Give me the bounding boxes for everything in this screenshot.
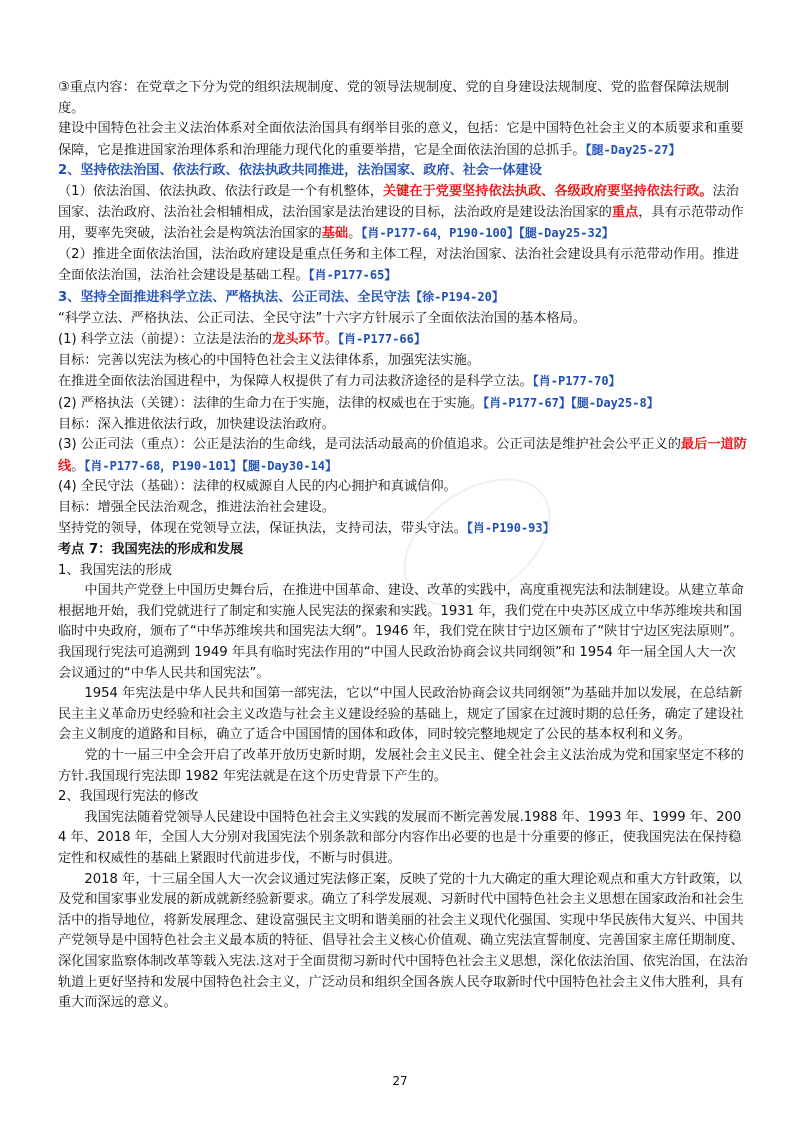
reference-tag: 【肖-P177-65】	[308, 268, 397, 283]
reference-tag: 【腿-Day25-27】	[585, 142, 681, 157]
paragraph: (3) 公正司法（重点）：公正是法治的生命线，是司法活动最高的价值追求。公正司法是维护社会公平正义的最后一道防线。【肖-P177-68，P190-101】【腿-Day30-14】	[58, 437, 747, 474]
paragraph: 2018 年，十三届全国人大一次会议通过宪法修正案，反映了党的十九大确定的重大理论观点和重大方针政策，以及党和国家事业发展的新成就新经验新要求。确立了科学发展观、习新时代中国特色社会主义思想在国家政治和社会生活中的指导地位，将新发展理念、建设富强民主文明和谐美丽的社会主义现代化强国、实现中华民族伟大复兴、中国共产党领导是中国特色社会主义最本质的特征、倡导社会主义核心价值观、确立宪法宣誓制度、完善国家主席任期制度、深化国家监察体制改革等载入宪法.这对于全面贯彻习新时代中国特色社会主义思想，深化依法治国、依宪治国，在法治轨道上更好坚持和发展中国特色社会主义，广泛动员和组织全国各族人民夺取新时代中国特色社会主义伟大胜利，具有重大而深远的意义。	[58, 871, 748, 1011]
paragraph: 建设中国特色社会主义法治体系对全面依法治国具有纲举目张的意义，包括：它是中国特色社会主义的本质要求和重要保障，它是推进国家治理体系和治理能力现代化的重要举措，它是全面依法治国的总抓手。【腿-Day25-27】	[58, 121, 744, 158]
paragraph: ③重点内容：在党章之下分为党的组织法规制度、党的领导法规制度、党的自身建设法规制度、党的监督保障法规制度。	[58, 80, 730, 116]
reference-tag: 【肖-P190-93】	[466, 521, 555, 536]
paragraph: 我国宪法随着党领导人民建设中国特色社会主义实践的发展而不断完善发展.1988 年、1993 年、1999 年、2004 年、2018 年，全国人大分别对我国宪法个别条款和部分内容作出必要的也是十分重要的修正，使我国宪法在保持稳定性和权威性的基础上紧跟时代前进步伐，不断与时俱进。	[58, 809, 742, 866]
section-heading: 3、坚持全面推进科学立法、严格执法、公正司法、全民守法【徐-P194-20】	[58, 289, 504, 305]
topic-heading: 考点 7：我国宪法的形成和发展	[58, 542, 244, 558]
paragraph: 中国共产党登上中国历史舞台后，在推进中国革命、建设、改革的实践中，高度重视宪法和法制建设。从建立革命根据地开始，我们党就进行了制定和实施人民宪法的探索和实践。1931 年，我们党在中央苏区成立中华苏维埃共和国临时中央政府，颁布了“中华苏维埃共和国宪法大纲”。1946 年，我们党在陕甘宁边区颁布了“陕甘宁边区宪法原则”。我国现行宪法可追溯到 1949 年具有临时宪法作用的“中国人民政治协商会议共同纲领”和 1954 年一届全国人大一次会议通过的“中华人民共和国宪法”。	[58, 583, 744, 681]
paragraph: (4) 全民守法（基础）：法律的权威源自人民的内心拥护和真诚信仰。	[58, 479, 457, 495]
paragraph: (2) 严格执法（关键）：法律的生命力在于实施，法律的权威也在于实施。【肖-P177-67】【腿-Day25-8】	[58, 395, 659, 411]
paragraph: 在推进全面依法治国进程中，为保障人权提供了有力司法救济途径的是科学立法。【肖-P177-70】	[58, 374, 621, 390]
page-number: 27	[392, 1074, 408, 1088]
reference-tag: 【肖-P177-68，P190-101】【腿-Day30-14】	[84, 458, 337, 473]
reference-tag: 【肖-P177-67】【腿-Day25-8】	[483, 395, 659, 410]
paragraph: 目标：增强全民法治观念，推进法治社会建设。	[58, 499, 335, 515]
reference-tag: 【徐-P194-20】	[410, 289, 504, 304]
paragraph: 目标：深入推进依法行政，加快建设法治政府。	[58, 416, 335, 432]
paragraph: 目标：完善以宪法为核心的中国特色社会主义法律体系，加强宪法实施。	[58, 352, 480, 368]
paragraph: 党的十一届三中全会开启了改革开放历史新时期，发展社会主义民主、健全社会主义法治成为党和国家坚定不移的方针.我国现行宪法即 1982 年宪法就是在这个历史背景下产生的。	[58, 748, 744, 784]
reference-tag: 【肖-P177-66】	[338, 332, 426, 347]
paragraph: 1954 年宪法是中华人民共和国第一部宪法，它以“中国人民政治协商会议共同纲领”为基础并加以发展，在总结新民主主义革命历史经验和社会主义改造与社会主义建设经验的基础上，规定了国家在过渡时期的总任务，确定了建设社会主义制度的道路和目标，确立了适合中国国情的国体和政体，同时较完整地规定了公民的基本权利和义务。	[58, 686, 744, 743]
section-heading: 2、坚持依法治国、依法行政、依法执政共同推进，法治国家、政府、社会一体建设	[58, 163, 542, 179]
document-body	[58, 78, 748, 1014]
paragraph: （1）依法治国、依法执政、依法行政是一个有机整体，关键在于党要坚持依法执政、各级政府要坚持依法行政。法治国家、法治政府、法治社会相辅相成，法治国家是法治建设的目标，法治政府是建设法治国家的重点，具有示范带动作用，要率先突破，法治社会是构筑法治国家的基础。【肖-P177-64，P190-100】【腿-Day25-32】	[58, 183, 744, 242]
paragraph: （2）推进全面依法治国，法治政府建设是重点任务和主体工程，对法治国家、法治社会建设具有示范带动作用。推进全面依法治国，法治社会建设是基础工程。【肖-P177-65】	[58, 246, 739, 284]
reference-tag: 【肖-P177-64，P190-100】【腿-Day25-32】	[361, 226, 614, 241]
reference-tag: 【肖-P177-70】	[532, 374, 621, 389]
subheading: 1、我国宪法的形成	[58, 562, 172, 578]
paragraph: “科学立法、严格执法、公正司法、全民守法”十六字方针展示了全面依法治国的基本格局。	[58, 310, 586, 326]
paragraph: 坚持党的领导，体现在党领导立法，保证执法，支持司法，带头守法。【肖-P190-93】	[58, 521, 555, 537]
paragraph: (1) 科学立法（前提）：立法是法治的龙头环节。【肖-P177-66】	[58, 332, 426, 348]
subheading: 2、我国现行宪法的修改	[58, 789, 199, 805]
